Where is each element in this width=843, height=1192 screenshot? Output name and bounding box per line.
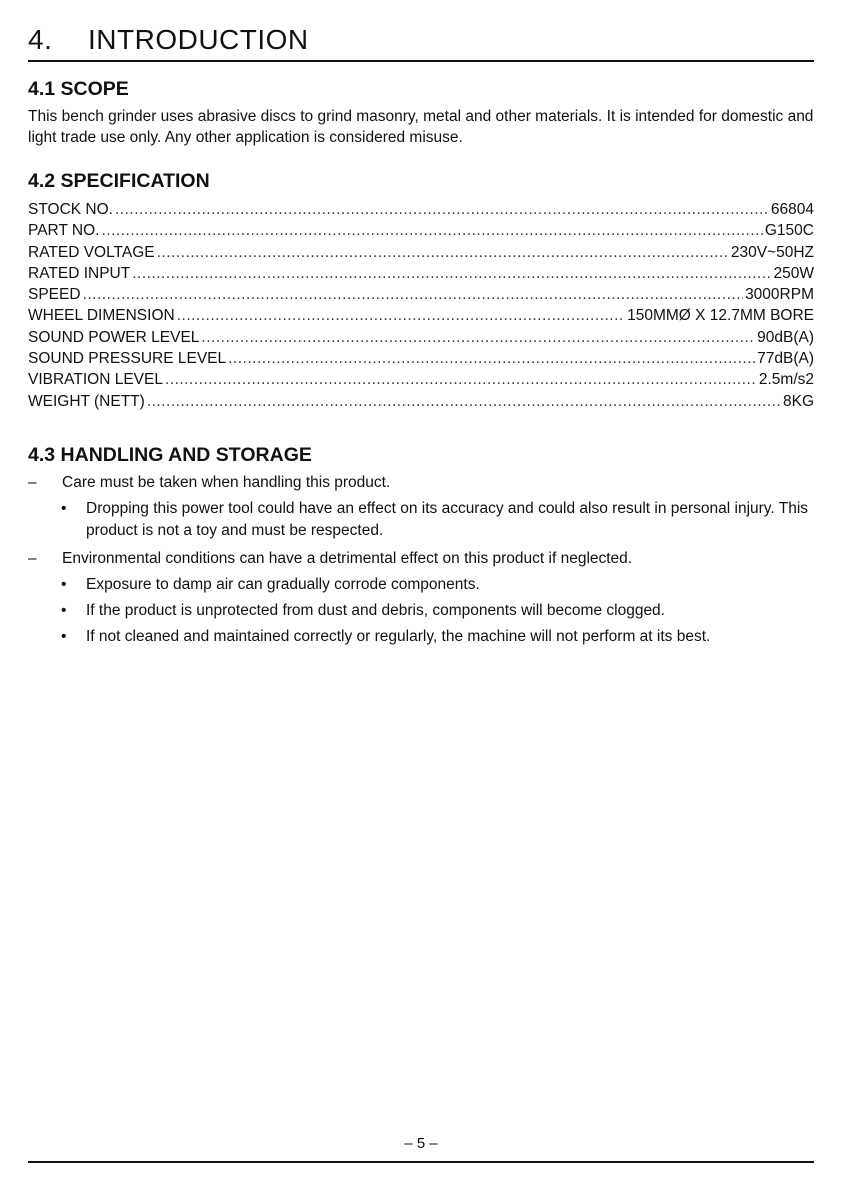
spec-row [28,329,814,350]
spec-label: RATED INPUT [28,264,131,282]
spec-row [28,286,814,307]
list-item-text: Environmental conditions can have a detrimental effect on this product if neglected. [62,550,633,567]
dot-leader [83,286,744,304]
page-number: – 5 – [404,1135,438,1152]
bullet-icon: • [61,602,67,619]
spec-value: 3000RPM [745,286,814,304]
spec-label: WHEEL DIMENSION [28,307,175,325]
spec-value: 250W [773,264,814,282]
bullet-item [28,626,814,648]
spec-value: 230V~50HZ [730,243,814,261]
spec-value: 150MMØ X 12.7MM BORE [627,307,814,325]
bullet-text: If not cleaned and maintained correctly or regularly, the machine will not perform at its best. [86,628,711,645]
bullet-text: Exposure to damp air can gradually corrode components. [86,576,480,593]
section-title [28,24,309,56]
bullet-icon: • [61,628,67,645]
dot-leader [115,201,769,219]
spec-value: 77dB(A) [757,350,814,368]
list-item [28,472,814,494]
specification-table [28,201,814,414]
dot-leader [102,222,763,240]
spec-value: 90dB(A) [757,328,814,346]
spec-value: 2.5m/s2 [758,371,814,389]
spec-row [28,350,814,371]
manual-page [28,0,814,1192]
list-item-text: Care must be taken when handling this product. [62,474,391,491]
dot-leader [132,265,771,283]
spec-row [28,371,814,392]
scope-text: This bench grinder uses abrasive discs to grind masonry, metal and other materials. It is intended for domestic and light trade use only. Any other application is considered misuse. [28,108,814,146]
spec-row [28,244,814,265]
spec-row [28,393,814,414]
dot-leader [165,371,757,389]
dot-leader [177,307,625,325]
dash-marker: – [28,550,37,567]
bullet-text: If the product is unprotected from dust and debris, components will become clogged. [86,602,665,619]
handling-list [28,472,814,654]
spec-row [28,201,814,222]
spec-label: STOCK NO. [28,201,113,218]
bullet-icon: • [61,500,67,517]
spec-label: RATED VOLTAGE [28,243,155,261]
handling-heading: 4.3 HANDLING AND STORAGE [28,444,312,466]
spec-label: SPEED [28,286,81,304]
spec-value: 8KG [782,392,814,410]
spec-value: 66804 [770,201,814,218]
top-divider [28,60,814,62]
spec-label: VIBRATION LEVEL [28,371,163,389]
spec-label: PART NO. [28,222,100,240]
bullet-item [28,600,814,622]
dot-leader [201,329,755,347]
section-title-text: INTRODUCTION [88,24,309,55]
dot-leader [147,393,781,411]
spec-label: SOUND PRESSURE LEVEL [28,350,227,368]
dot-leader [157,244,729,262]
dash-marker: – [28,474,37,491]
spec-row [28,307,814,328]
spec-row [28,265,814,286]
bullet-item [28,498,814,542]
dot-leader [228,350,755,368]
spec-value: G150C [764,222,814,240]
bottom-divider [28,1161,814,1163]
bullet-icon: • [61,576,67,593]
specification-heading: 4.2 SPECIFICATION [28,170,210,192]
section-number: 4. [28,24,53,55]
bullet-item [28,574,814,596]
spec-row [28,222,814,243]
bullet-text: Dropping this power tool could have an effect on its accuracy and could also result in personal injury. This product is not a toy and must be respected. [86,500,809,539]
scope-heading: 4.1 SCOPE [28,78,129,100]
spec-label: WEIGHT (NETT) [28,392,145,410]
spec-label: SOUND POWER LEVEL [28,328,200,346]
list-item [28,548,814,570]
